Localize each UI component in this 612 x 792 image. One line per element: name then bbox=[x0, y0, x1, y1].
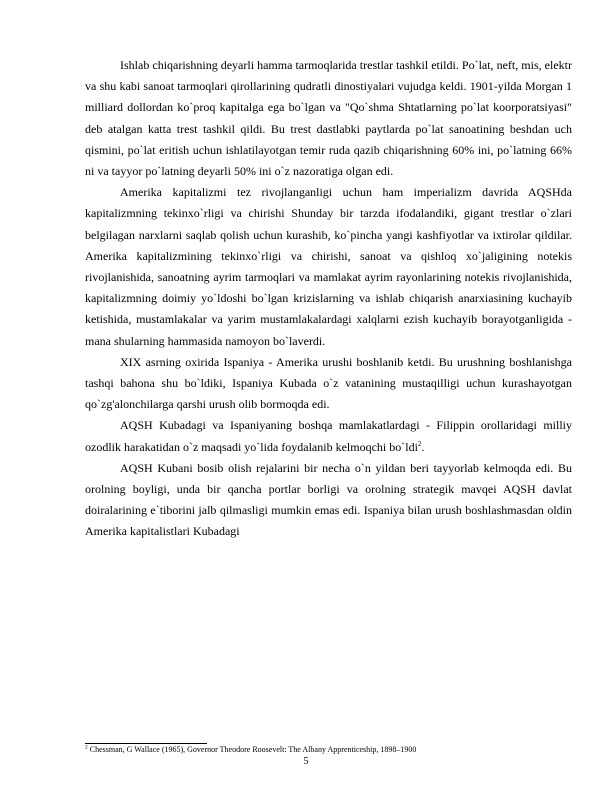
footnote-marker: 2 bbox=[85, 744, 88, 751]
footnote-reference[interactable]: 2 bbox=[417, 439, 422, 448]
paragraph-text: AQSH Kubadagi va Ispaniyaning boshqa mamlakatlardagi - Filippin orollaridagi milliy ozodlik harakatidan o`z maqsadi yo`lida foydalanib kelmoqchi bo`ldi bbox=[85, 418, 572, 454]
paragraph-imperialism: Amerika kapitalizmi tez rivojlanganligi uchun ham imperializm davrida AQSHda kapitalizmning tekinxo`rligi va chirishi Shunday bir tarzda ifodalandiki, gigant trestlar o`zlari belgilagan narxlarni saqlab qolish uchun kurashib, ko`pincha yangi kashfiyotlar va ixtirolar qildilar. Amerika kapitalizmining tekinxo`rligi va chirishi, sanoat va qishloq xo`jaligining notekis rivojlanishida, sanoatning ayrim tarmoqlari va mamlakat ayrim rayonlarining notekis rivojlanishida, kapitalizmning doimiy yo`ldoshi bo`lgan krizislarning va ishlab chiqarish anarxiasining kuchayib ketishida, mustamlakalar va yarim mustamlakalardagi xalqlarni ezish kuchayib borayotganligida - mana shularning hammasida namoyon bo`laverdi. bbox=[85, 185, 572, 348]
paragraph-cuba-philippines bbox=[85, 415, 572, 457]
document-body bbox=[85, 55, 572, 543]
footnote bbox=[85, 745, 572, 755]
paragraph-cuba-plans: AQSH Kubani bosib olish rejalarini bir necha o`n yildan beri tayyorlab kelmoqda edi. Bu orolning boyligi, unda bir qancha portlar borligi va orolning strategik mavqei AQSH davlat doiralarining e`tiborini jalb qilmasligi mumkin emas edi. Ispaniya bilan urush boshlashmasdan oldin Amerika kapitalistlari Kubadagi bbox=[85, 460, 572, 539]
paragraph-trests: Ishlab chiqarishning deyarli hamma tarmoqlarida trestlar tashkil etildi. Po`lat, neft, mis, elektr va shu kabi sanoat tarmoqlari qirollarining qudratli dinostiyalari vujudga keldi. 1901-yilda Morgan 1 milliard dollordan ko`proq kapitalga ega bo`lgan va "Qo`shma Shtatlarning po`lat koorporatsiyasi" deb atalgan katta trest tashkil qildi. Bu trest dastlabki paytlarda po`lat sanoatining beshdan uch qismini, po`lat eritish uchun ishlatilayotgan temir ruda qazib chiqarishning 60% ini, po`latning 66% ni va tayyor po`latning deyarli 50% ini o`z nazoratiga olgan edi. bbox=[85, 58, 572, 179]
footnote-separator bbox=[85, 743, 207, 744]
page-number: 5 bbox=[303, 756, 309, 767]
footnote-text: Chessman, G Wallace (1965), Governor Theodore Roosevelt: The Albany Apprenticeship, 1898–1900 bbox=[87, 745, 417, 754]
paragraph-end: . bbox=[421, 439, 425, 454]
paragraph-spanish-american-war: XIX asrning oxirida Ispaniya - Amerika urushi boshlanib ketdi. Bu urushning boshlanishga tashqi bahona shu bo`ldiki, Ispaniya Kubada o`z vatanining mustaqilligi uchun kurashayotgan qo`zg'alonchilarga qarshi urush olib bormoqda edi. bbox=[85, 354, 572, 412]
